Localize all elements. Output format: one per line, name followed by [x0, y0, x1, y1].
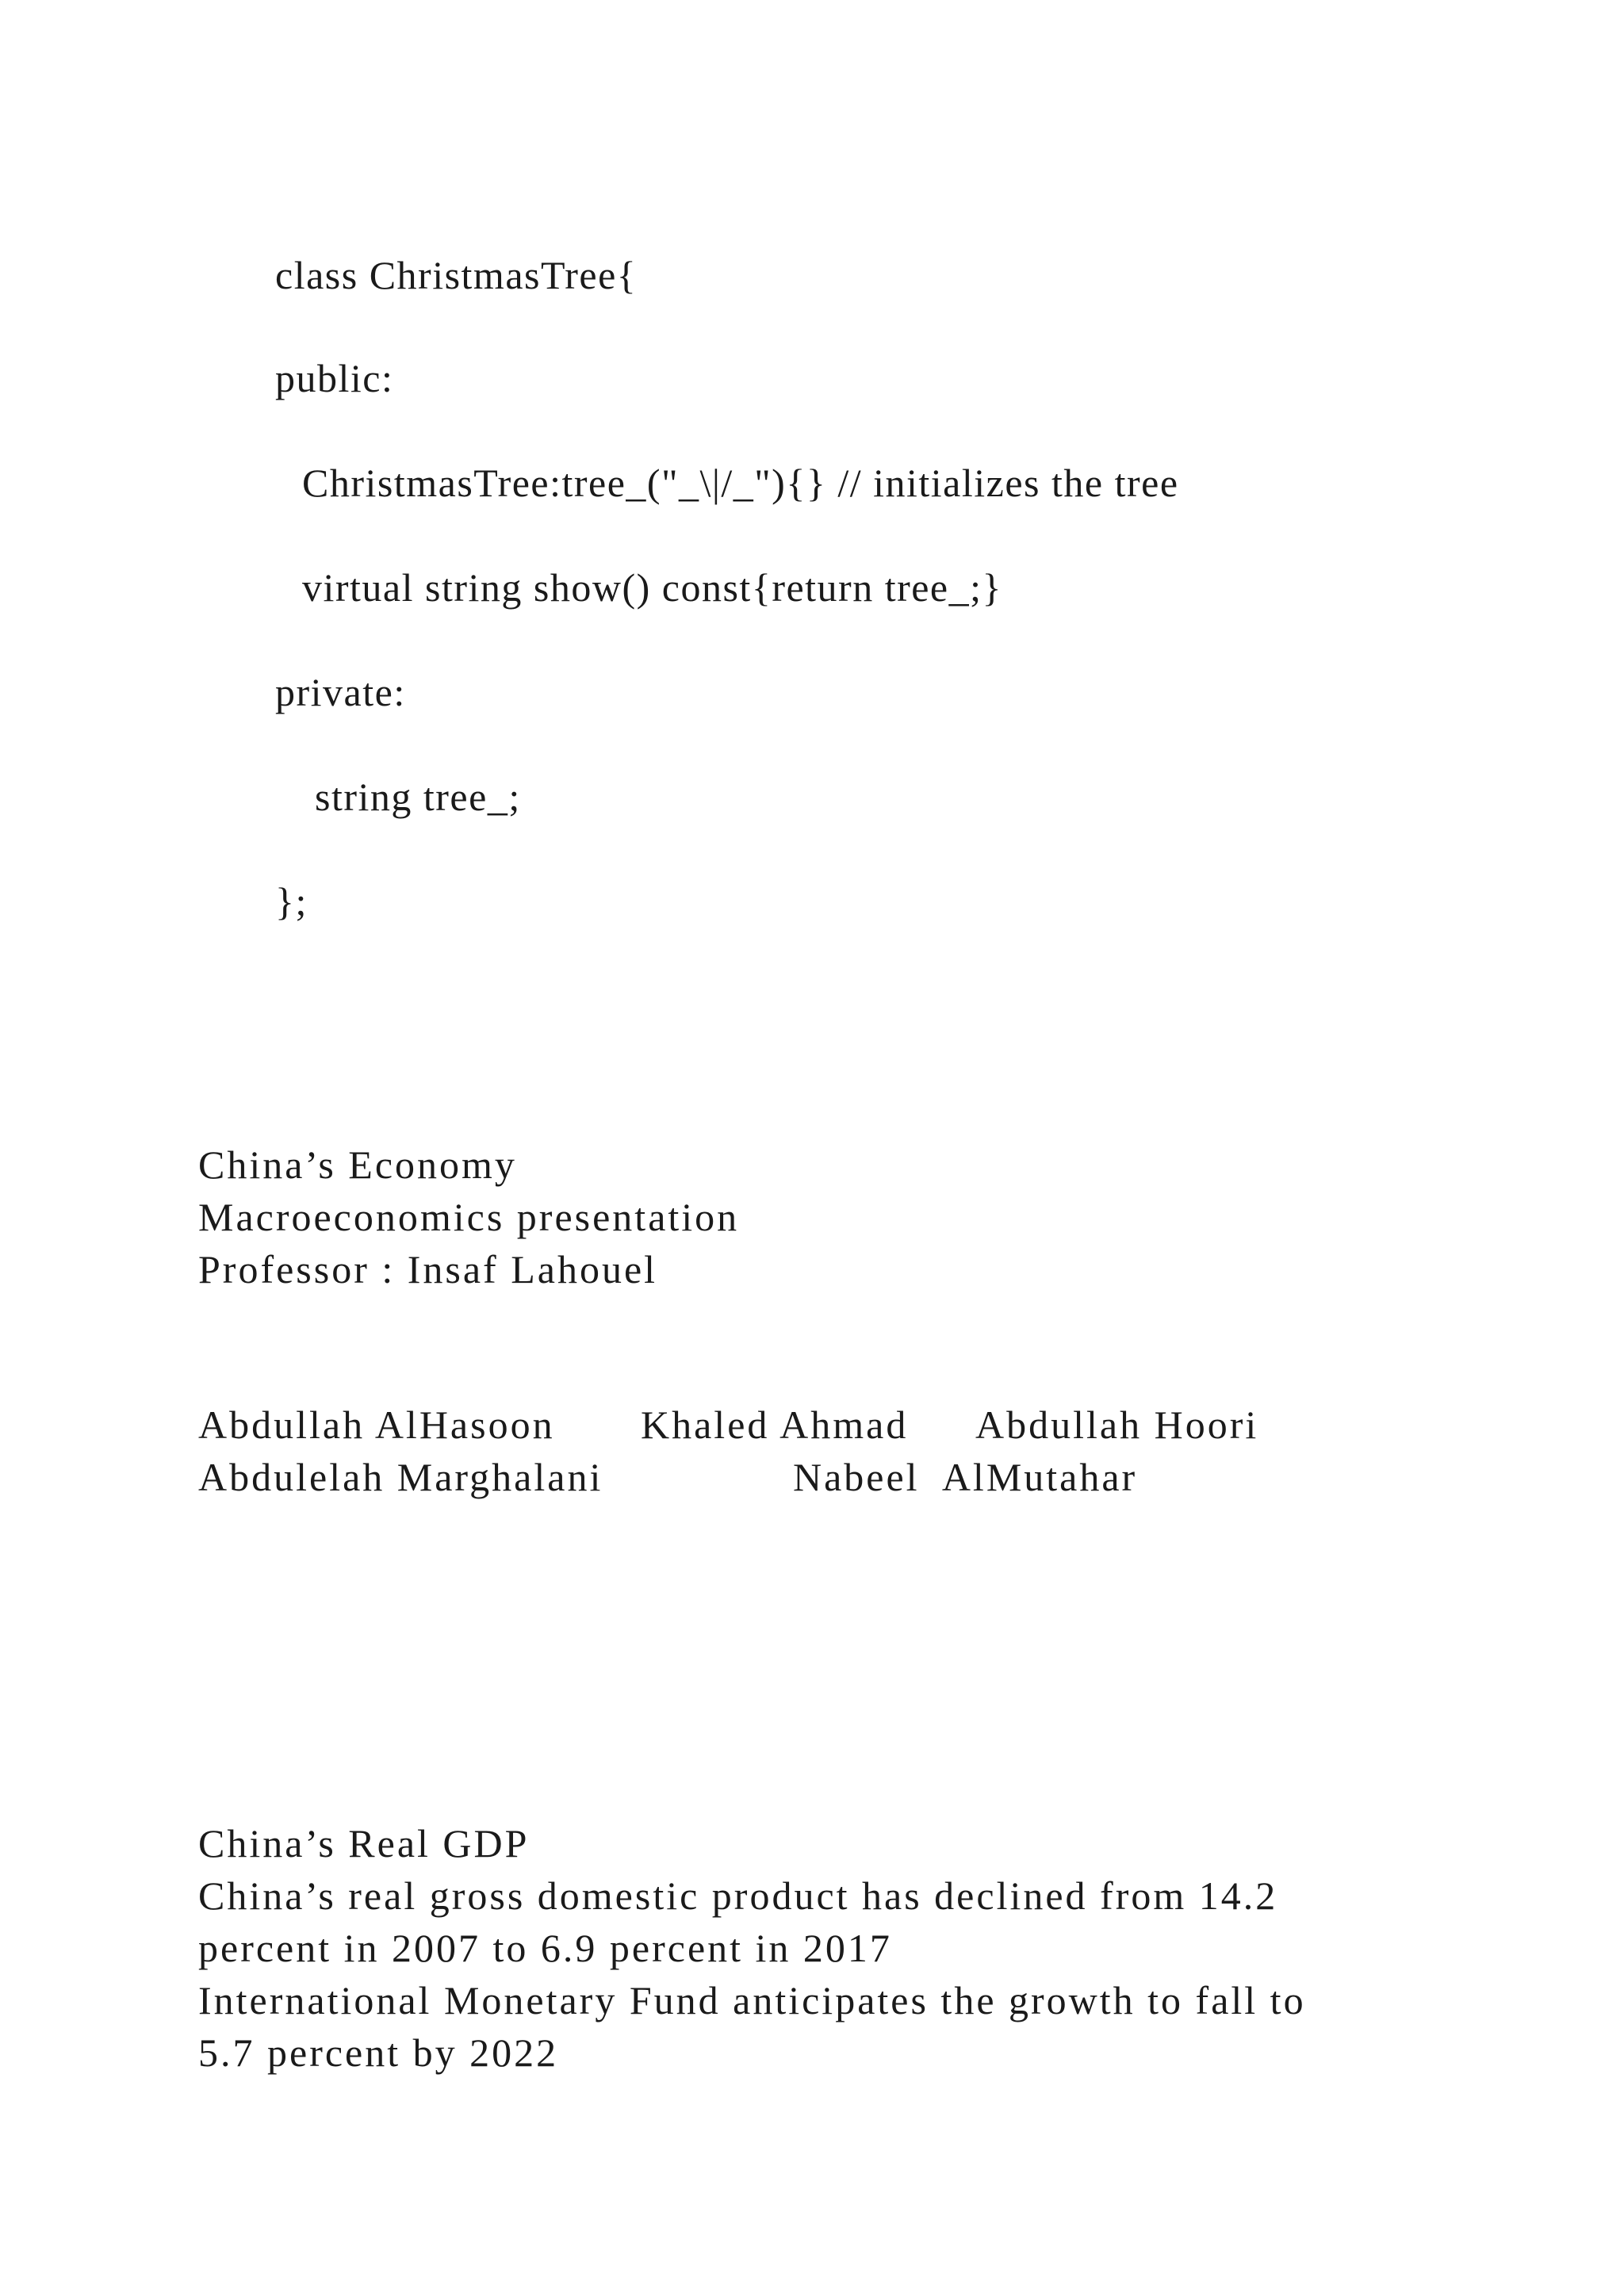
author-name: Abdullah AlHasoon	[198, 1402, 555, 1447]
code-line: };	[275, 879, 308, 924]
paragraph-line: China’s real gross domestic product has declined from 14.2	[198, 1873, 1278, 1918]
author-name: Abdulelah Marghalani	[198, 1455, 603, 1499]
section-heading: China’s Real GDP	[198, 1821, 530, 1866]
author-name: Khaled Ahmad	[641, 1402, 909, 1447]
subtitle: Macroeconomics presentation	[198, 1195, 740, 1239]
code-line: virtual string show() const{return tree_;}	[302, 565, 1003, 610]
code-line: string tree_;	[315, 775, 521, 819]
paragraph-line: percent in 2007 to 6.9 percent in 2017	[198, 1926, 892, 1970]
code-line: ChristmasTree:tree_("_\|/_"){} // initializes the tree	[302, 461, 1179, 505]
author-name: Nabeel AlMutahar	[793, 1455, 1138, 1499]
page-title: China’s Economy	[198, 1142, 517, 1187]
paragraph-line: International Monetary Fund anticipates the growth to fall to	[198, 1978, 1306, 2022]
code-line: class ChristmasTree{	[275, 253, 638, 297]
code-line: private:	[275, 670, 406, 714]
paragraph-line: 5.7 percent by 2022	[198, 2030, 559, 2075]
code-line: public:	[275, 356, 394, 400]
professor-line: Professor : Insaf Lahouel	[198, 1247, 658, 1292]
author-name: Abdullah Hoori	[975, 1402, 1259, 1447]
